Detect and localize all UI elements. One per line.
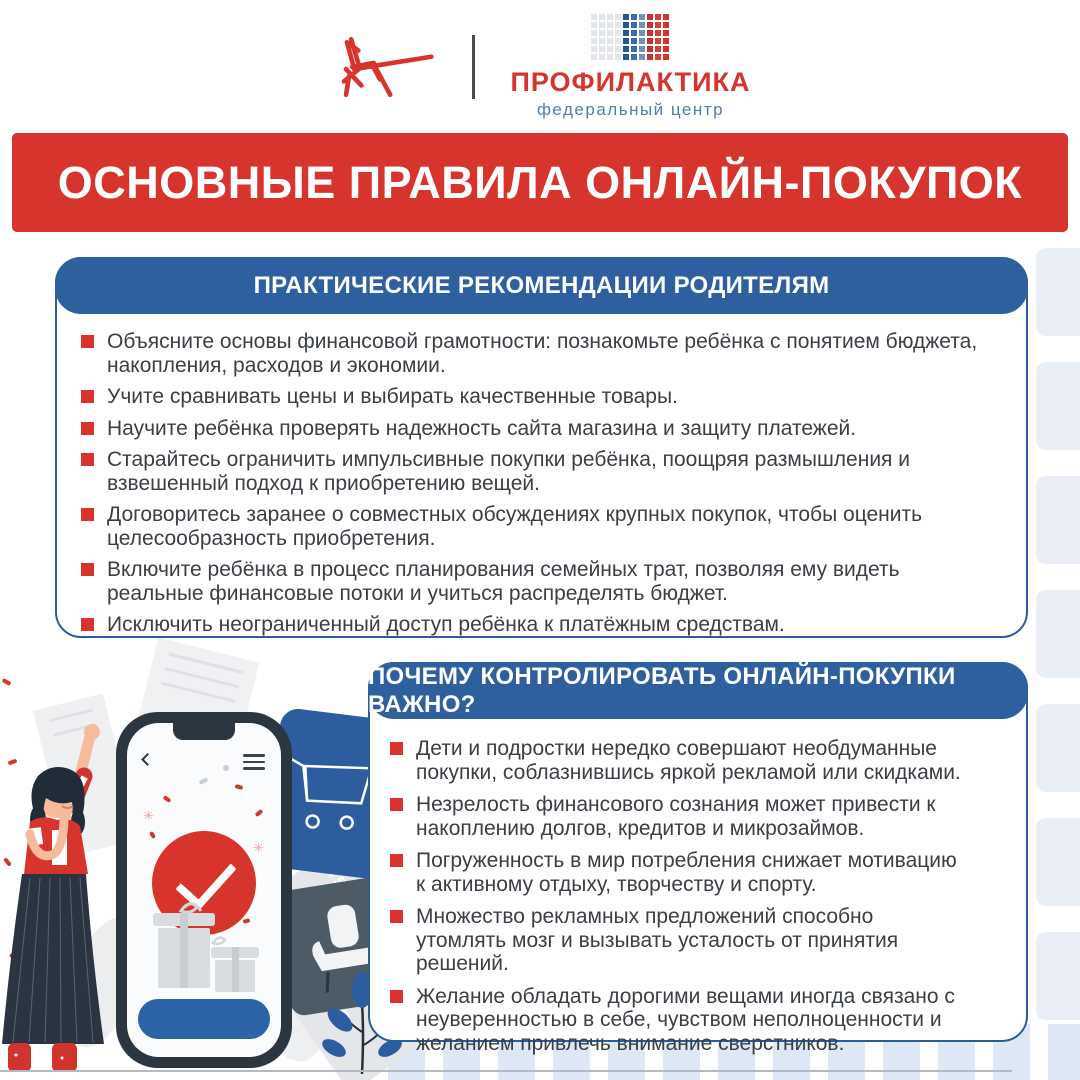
phone-notch <box>173 723 235 740</box>
why-control-list <box>390 737 1006 1055</box>
list-item <box>390 985 1006 1056</box>
recommendations-list <box>81 330 1002 637</box>
logo-divider <box>472 35 475 99</box>
list-item-text: Множество рекламных предложений способно утомлять мозг и вызывать усталость от принятия решений. <box>416 905 899 975</box>
woman-illustration <box>0 722 120 1072</box>
header <box>0 0 1080 133</box>
bullet-square-icon <box>390 742 403 755</box>
back-icon <box>141 753 154 766</box>
mosaic-grid-icon <box>591 14 669 60</box>
list-item <box>390 793 1006 840</box>
list-item-text: Объясните основы финансовой грамотности: познакомьте ребёнка с понятием бюджета, накопления, расходов и экономии. <box>107 330 978 377</box>
bullet-square-icon <box>81 563 94 576</box>
right-decor-blocks <box>1036 248 1080 1080</box>
bullet-square-icon <box>390 990 403 1003</box>
bullet-square-icon <box>390 854 403 867</box>
list-item <box>81 385 1002 409</box>
list-item-text: Научите ребёнка проверять надежность сайта магазина и защиту платежей. <box>107 416 857 440</box>
list-item <box>390 737 1006 784</box>
list-item <box>81 448 1002 495</box>
banner <box>12 133 1068 232</box>
bullet-square-icon <box>81 453 94 466</box>
recommendations-card-title: ПРАКТИЧЕСКИЕ РЕКОМЕНДАЦИИ РОДИТЕЛЯМ <box>253 271 830 299</box>
brand-block <box>511 14 751 120</box>
list-item-text: Договоритесь заранее о совместных обсуждениях крупных покупок, чтобы оценить целесообразность приобретения. <box>107 503 923 550</box>
why-control-card-body <box>370 721 1026 1055</box>
list-item <box>81 558 1002 605</box>
brand-name: ПРОФИЛАКТИКА <box>510 66 751 97</box>
list-item <box>81 613 1002 637</box>
brand-subtitle: федеральный центр <box>536 99 725 119</box>
ground-line <box>0 1070 1012 1072</box>
why-control-card-title: ПОЧЕМУ КОНТРОЛИРОВАТЬ ОНЛАЙН-ПОКУПКИ ВАЖНО? <box>368 662 956 718</box>
sparkle-icon: ✳ <box>143 808 154 823</box>
banner-title: ОСНОВНЫЕ ПРАВИЛА ОНЛАЙН-ПОКУПОК <box>57 156 1023 208</box>
list-item <box>81 417 1002 441</box>
recommendations-card <box>55 257 1028 638</box>
gift-boxes-icon <box>139 897 269 993</box>
smartphone <box>116 712 292 1068</box>
list-item-text: Погруженность в мир потребления снижает мотивацию к активному отдыху, творчеству и спорту. <box>416 849 957 896</box>
list-item-text: Учите сравнивать цены и выбирать качественные товары. <box>107 385 678 408</box>
why-control-card-header <box>368 662 1028 719</box>
menu-icon <box>243 754 265 774</box>
list-item-text: Старайтесь ограничить импульсивные покупки ребёнка, поощряя размышления и взвешенный подход к приобретению вещей. <box>107 448 910 495</box>
list-item <box>81 330 1002 377</box>
recommendations-card-header <box>55 257 1028 314</box>
list-item-text: Желание обладать дорогими вещами иногда связано с неуверенностью в себе, чувством неполноценности и желанием привлечь внимание сверстников. <box>416 984 955 1055</box>
list-item <box>390 905 1006 976</box>
chair-logo-icon <box>330 30 436 104</box>
phone-screen <box>127 723 281 1057</box>
bullet-square-icon <box>81 508 94 521</box>
bullet-square-icon <box>390 798 403 811</box>
list-item <box>390 849 1006 896</box>
bullet-square-icon <box>81 422 94 435</box>
sparkle-icon: ✳ <box>253 840 264 855</box>
bullet-square-icon <box>81 390 94 403</box>
list-item-text: Включите ребёнка в процесс планирования семейных трат, позволяя ему видеть реальные финансовые потоки и учиться распределять бюджет. <box>107 558 900 605</box>
list-item-text: Исключить неограниченный доступ ребёнка к платёжным средствам. <box>107 613 785 636</box>
list-item-text: Незрелость финансового сознания может привести к накоплению долгов, кредитов и микрозаймов. <box>416 793 936 840</box>
why-control-card <box>368 662 1028 1055</box>
bullet-square-icon <box>81 618 94 631</box>
confirm-button[interactable] <box>138 999 270 1039</box>
list-item <box>81 503 1002 550</box>
recommendations-card-body <box>57 316 1026 636</box>
bullet-square-icon <box>81 335 94 348</box>
confetti <box>2 678 12 686</box>
bullet-square-icon <box>390 910 403 923</box>
list-item-text: Дети и подростки нередко совершают необдуманные покупки, соблазнившись яркой рекламой или скидками. <box>416 737 961 784</box>
